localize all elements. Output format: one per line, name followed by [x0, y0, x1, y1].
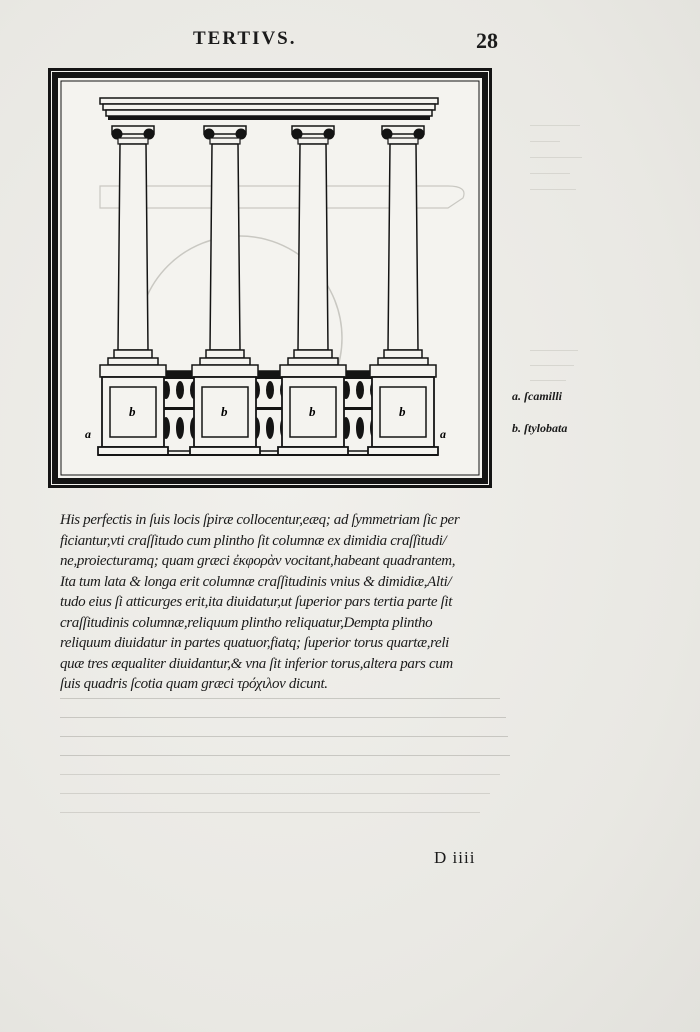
- legend-scamilli: a. ſcamilli: [512, 389, 562, 403]
- running-head-title: TERTIVS.: [193, 28, 297, 49]
- figure-label-a-right: a: [440, 427, 446, 441]
- signature-mark: D iiii: [434, 848, 476, 867]
- body-line: Ita tum lata & longa erit columnæ craſſitudinis vnius & dimidiæ,Alti/: [60, 573, 452, 590]
- body-line: quæ tres æqualiter diuidantur,& vna ſit inferior torus,altera pars cum: [60, 655, 453, 672]
- body-line: reliquum diuidatur in partes quatuor,fiatq; ſuperior torus quartæ,reli: [60, 635, 449, 651]
- figure-label-b-3: b: [309, 404, 316, 419]
- body-line: ne,proiecturamq; quam græci ἐκφορὰν vocitant,habeant quadrantem,: [60, 553, 456, 569]
- figure-label-b-2: b: [221, 404, 228, 419]
- body-line: craſſitudinis columnæ,reliquum plintho reliquatur,Dempta plintho: [60, 614, 433, 631]
- body-line: His perfectis in ſuis locis ſpiræ collocentur,eæq; ad ſymmetriam ſic per: [60, 512, 460, 528]
- figure-label-a-left: a: [85, 427, 91, 441]
- architectural-woodcut-figure: [48, 68, 492, 488]
- body-paragraph: [60, 510, 512, 695]
- figure-label-b-4: b: [399, 404, 406, 419]
- body-line: ficiantur,vti craſſitudo cum plintho ſit columnæ ex dimidia craſſitudi/: [60, 532, 447, 549]
- body-line: tudo eius ſi atticurges erit,ita diuidatur,ut ſuperior pars tertia parte ſit: [60, 594, 453, 610]
- show-through-body-text: [60, 690, 512, 840]
- show-through-margin-text: [530, 112, 600, 222]
- body-line: ſuis quadris ſcotia quam græci τρόχιλον dicunt.: [60, 676, 328, 692]
- legend-stylobata: b. ſtylobata: [512, 421, 568, 435]
- show-through-margin-text-2: [530, 338, 590, 388]
- page-number: 28: [476, 28, 498, 53]
- colonnade-illustration: [48, 68, 492, 488]
- figure-label-b-1: b: [129, 404, 136, 419]
